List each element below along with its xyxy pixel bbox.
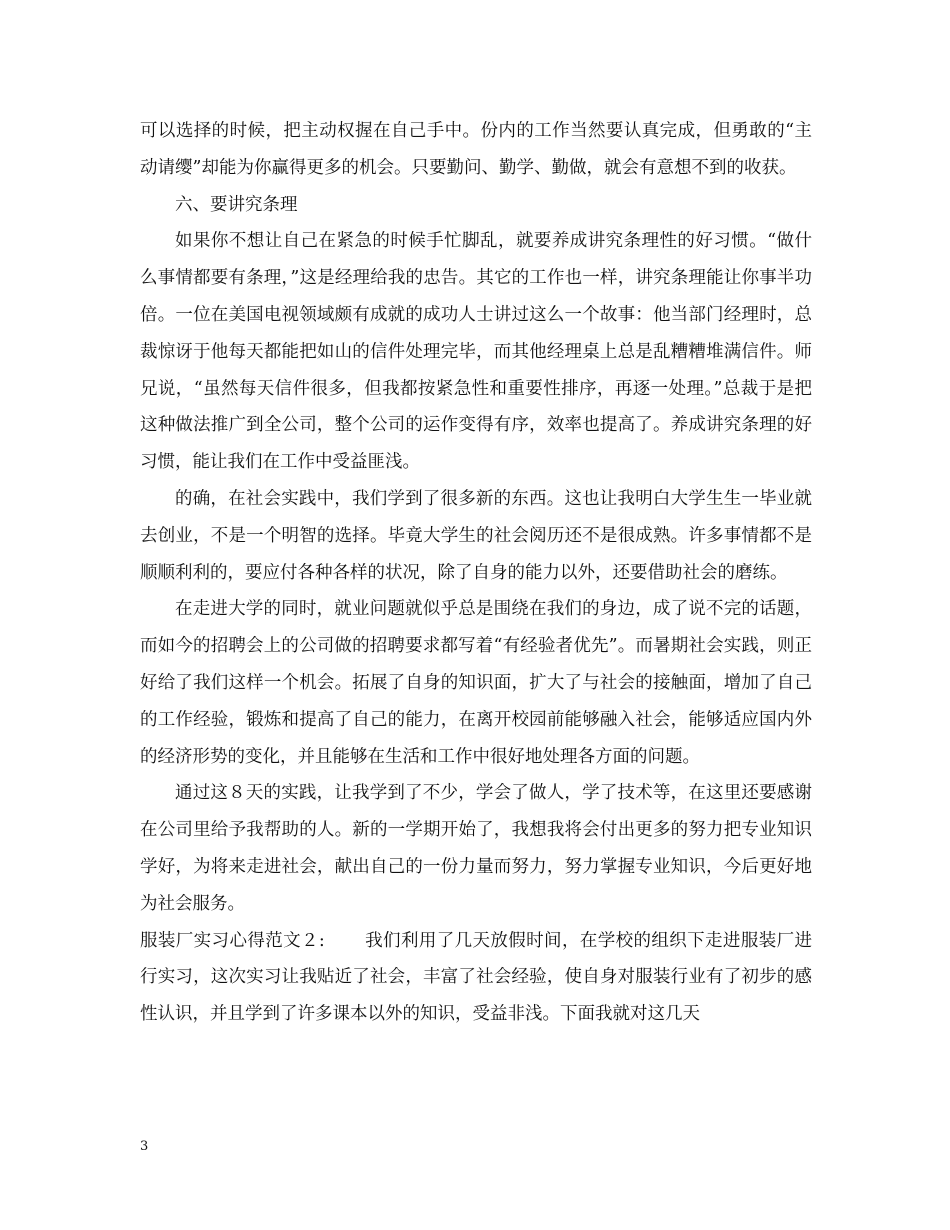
section-heading-organization: 六、要讲究条理 — [175, 194, 298, 215]
paragraph-organization: 如果你不想让自己在紧急的时候手忙脚乱，就要养成讲究条理性的好习惯。“做什么事情都要有条理，”这是经理给我的忠告。其它的工作也一样，讲究条理能让你事半功倍。一位在美国电视领域颇有成就的成功人士讲过这么一个故事：他当部门经理时，总裁惊讶于他每天都能把如山的信件处理完毕，而其他经理桌上总是乱糟糟堆满信件。师兄说，“虽然每天信件很多，但我都按紧急性和重要性排序，再逐一处理。”总裁于是把这种做法推广到全公司，整个公司的运作变得有序，效率也提高了。养成讲究条理的好习惯，能让我们在工作中受益匪浅。 — [140, 231, 812, 473]
page-number: 3 — [140, 1139, 149, 1154]
document-body — [140, 113, 812, 1033]
sample-two-text: 我们利用了几天放假时间，在学校的组织下走进服装厂进行实习，这次实习让我贴近了社会，丰富了社会经验，使自身对服装行业有了初步的感性认识，并且学到了许多课本以外的知识，受益非浅。下面我就对这几天 — [140, 930, 812, 1025]
paragraph-sample-two — [140, 923, 812, 1033]
paragraph-initiative-continued: 可以选择的时候，把主动权握在自己手中。份内的工作当然要认真完成，但勇敢的“主动请缨”却能为你赢得更多的机会。只要勤问、勤学、勤做，就会有意想不到的收获。 — [140, 121, 812, 178]
paragraph-eight-days: 通过这８天的实践，让我学到了不少，学会了做人，学了技术等，在这里还要感谢在公司里给予我帮助的人。新的一学期开始了，我想我将会付出更多的努力把专业知识学好，为将来走进社会，献出自己的一份力量而努力，努力掌握专业知识，今后更好地为社会服务。 — [140, 783, 812, 914]
paragraph-employment: 在走进大学的同时，就业问题就似乎总是围绕在我们的身边，成了说不完的话题，而如今的招聘会上的公司做的招聘要求都写着“有经验者优先”。而暑期社会实践，则正好给了我们这样一个机会。拓展了自身的知识面，扩大了与社会的接触面，增加了自己的工作经验，锻炼和提高了自己的能力，在离开校园前能够融入社会，能够适应国内外的经济形势的变化，并且能够在生活和工作中很好地处理各方面的问题。 — [140, 599, 812, 767]
paragraph-social-practice: 的确，在社会实践中，我们学到了很多新的东西。这也让我明白大学生生一毕业就去创业，不是一个明智的选择。毕竟大学生的社会阅历还不是很成熟。许多事情都不是顺顺利利的，要应付各种各样的状况，除了自身的能力以外，还要借助社会的磨练。 — [140, 488, 812, 583]
sample-two-label: 服装厂实习心得范文２: — [140, 930, 325, 951]
